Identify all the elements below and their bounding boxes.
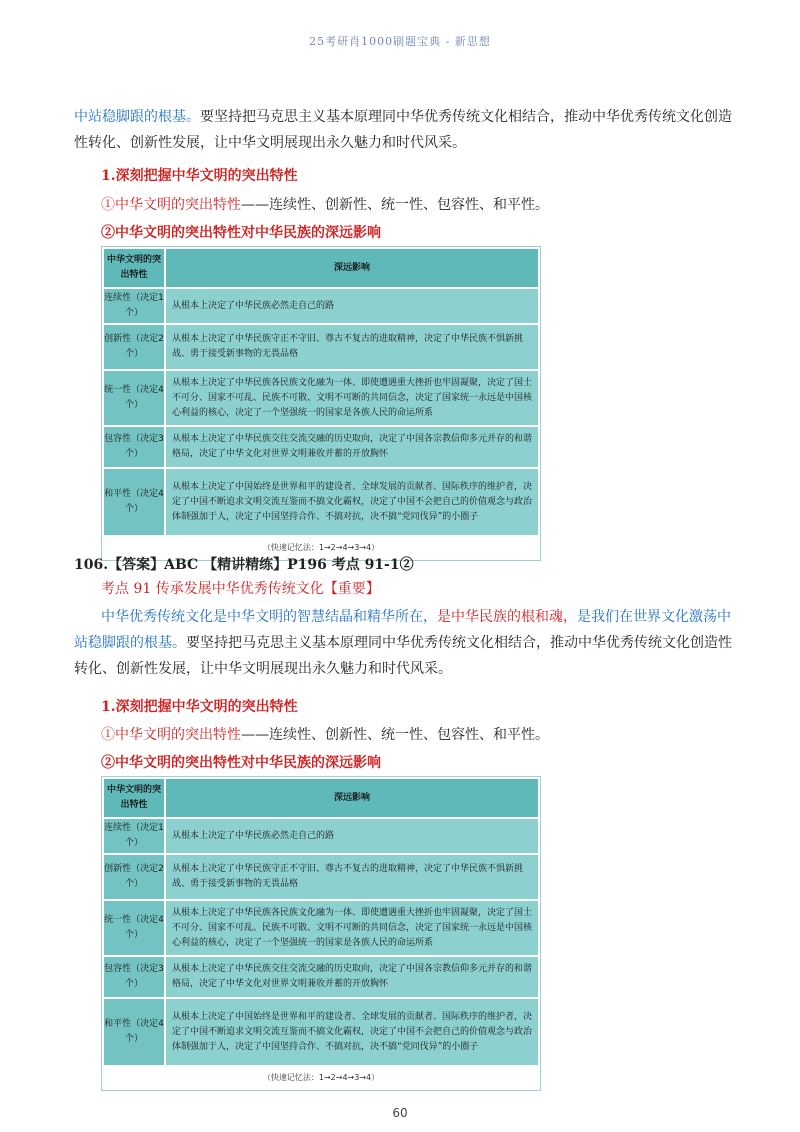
table-header-row [104,779,538,817]
page-number: 60 [392,1106,408,1120]
para-text: 要坚持把马克思主义基本原理同中华优秀传统文化相结合，推动中华优秀传统文化创造性转化、创新性发展，让中华文明展现出永久魅力和时代风采。 [74,635,732,677]
row-value: 从根本上决定了中华民族各民族文化融为一体、即使遭遇重大挫折也牢固凝聚，决定了国土不可分、国家不可乱、民族不可散、文明不可断的共同信念，决定了国家统一永远是中国核心利益的核心，决定了一个坚强统一的国家是各族人民的命运所系 [166,371,538,425]
row-value: 从根本上决定了中华民族必然走自己的路 [166,289,538,323]
row-value: 从根本上决定了中国始终是世界和平的建设者、全球发展的贡献者、国际秩序的维护者，决定了中国不断追求文明交流互鉴而不搞文化霸权，决定了中国不会把自己的价值观念与政治体制强加于人，决定了中国坚持合作、不搞对抗，决不搞“党同伐异”的小圈子 [166,999,538,1065]
row-value: 从根本上决定了中国始终是世界和平的建设者、全球发展的贡献者、国际秩序的维护者，决定了中国不断追求文明交流互鉴而不搞文化霸权，决定了中国不会把自己的价值观念与政治体制强加于人，决定了中国坚持合作、不搞对抗，决不搞“党同伐异”的小圈子 [166,469,538,535]
features-table-1 [101,246,541,561]
row-key: 创新性（决定2个） [104,855,164,899]
table-row [104,957,538,997]
table-header-col1: 中华文明的突出特性 [104,249,164,287]
row-value: 从根本上决定了中华民族守正不守旧、尊古不复古的进取精神，决定了中华民族不惧新挑战、勇于接受新事物的无畏品格 [166,855,538,899]
row-value: 从根本上决定了中华民族各民族文化融为一体、即使遭遇重大挫折也牢固凝聚，决定了国土不可分、国家不可乱、民族不可散、文明不可断的共同信念，决定了国家统一永远是中国核心利益的核心，决定了一个坚强统一的国家是各族人民的命运所系 [166,901,538,955]
row-key: 创新性（决定2个） [104,325,164,369]
row-value: 从根本上决定了中华民族交往交流交融的历史取向，决定了中国各宗教信仰多元并存的和谐格局，决定了中华文化对世界文明兼收并蓄的开放胸怀 [166,957,538,997]
page-header: 25考研肖1000刷题宝典 - 新思想 [309,35,491,48]
feature-label: ①中华文明的突出特性 [101,197,241,213]
table-header-row [104,249,538,287]
para-highlight-red: 是中华民族的根和魂， [437,609,577,625]
intro-paragraph-1 [74,104,736,156]
row-key: 和平性（决定4个） [104,469,164,535]
row-key: 和平性（决定4个） [104,999,164,1065]
feature-text: ——连续性、创新性、统一性、包容性、和平性。 [241,197,549,213]
para-highlight: 中站稳脚跟的根基。 [74,109,200,125]
table-row [104,901,538,955]
row-key: 统一性（决定4个） [104,371,164,425]
row-key: 包容性（决定3个） [104,427,164,467]
row-value: 从根本上决定了中华民族必然走自己的路 [166,819,538,853]
row-key: 连续性（决定1个） [104,289,164,323]
impact-heading-1: ②中华文明的突出特性对中华民族的深远影响 [101,225,381,241]
feature-text: ——连续性、创新性、统一性、包容性、和平性。 [241,727,549,743]
table-row [104,289,538,323]
row-key: 连续性（决定1个） [104,819,164,853]
table-row [104,855,538,899]
para-highlight: 是我们在世界文化激荡中站稳脚跟的根基。 [74,609,731,651]
table-header-col2: 深远影响 [166,779,538,817]
feature-line-2 [101,724,549,746]
feature-line-1 [101,194,549,216]
table-row [104,427,538,467]
table-row [104,371,538,425]
para-highlight: 中华优秀传统文化是中华文明的智慧结晶和精华所在， [101,609,437,625]
feature-label: ①中华文明的突出特性 [101,727,241,743]
memory-tip: （快速记忆法：1→2→4→3→4） [104,1067,538,1088]
memory-tip: （快速记忆法：1→2→4→3→4） [104,537,538,558]
section-heading-2: 1.深刻把握中华文明的突出特性 [101,699,298,715]
section-heading-1: 1.深刻把握中华文明的突出特性 [101,168,298,184]
table-row [104,999,538,1065]
para-text: 要坚持把马克思主义基本原理同中华优秀传统文化相结合，推动中华优秀传统文化创造性转化、创新性发展，让中华文明展现出永久魅力和时代风采。 [74,109,732,151]
impact-heading-2: ②中华文明的突出特性对中华民族的深远影响 [101,755,381,771]
row-key: 统一性（决定4个） [104,901,164,955]
intro-paragraph-2 [74,604,736,682]
table-row [104,819,538,853]
table-row [104,469,538,535]
table-header-col2: 深远影响 [166,249,538,287]
table-row [104,325,538,369]
features-table-2 [101,776,541,1091]
kaodian-title: 考点 91 传承发展中华优秀传统文化【重要】 [101,581,380,597]
row-value: 从根本上决定了中华民族守正不守旧、尊古不复古的进取精神，决定了中华民族不惧新挑战、勇于接受新事物的无畏品格 [166,325,538,369]
answer-line: 106.【答案】ABC 【精讲精练】P196 考点 91-1② [74,557,414,573]
row-value: 从根本上决定了中华民族交往交流交融的历史取向，决定了中国各宗教信仰多元并存的和谐格局，决定了中华文化对世界文明兼收并蓄的开放胸怀 [166,427,538,467]
row-key: 包容性（决定3个） [104,957,164,997]
table-header-col1: 中华文明的突出特性 [104,779,164,817]
